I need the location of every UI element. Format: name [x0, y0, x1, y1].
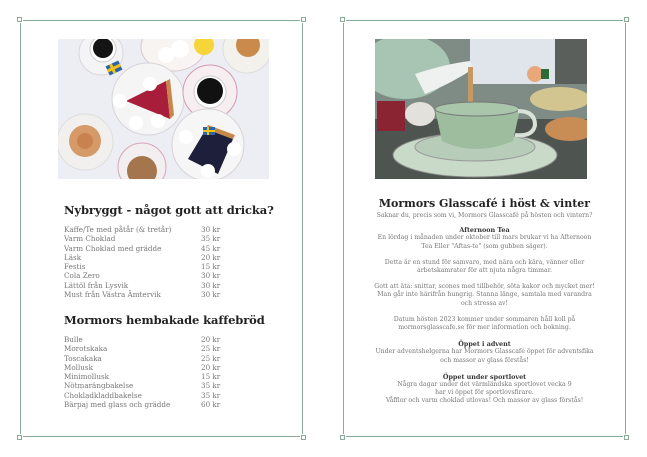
item-price: 30 kr	[201, 225, 221, 234]
item-name: Festis	[64, 262, 86, 272]
item-price: 20 kr	[201, 252, 221, 262]
menu-item	[64, 262, 244, 271]
border-corner-ornament	[300, 17, 306, 23]
item-name: Bärpaj med glass och grädde	[64, 400, 171, 410]
afternoon-tea-date-text: Datum hösten 2023 kommer under sommaren håll koll på mormorsglasscafe.se för mer information och bokning.	[393, 315, 576, 332]
menu-item	[64, 372, 244, 381]
border-corner-ornament	[300, 434, 306, 440]
menu-item	[64, 271, 244, 280]
border-corner-ornament	[623, 17, 629, 23]
border-corner-ornament	[17, 434, 23, 440]
item-price: 35 kr	[201, 234, 221, 244]
sportlov-text: Våfflor och varm choklad utlovas! Och massor av glass förstås!	[385, 397, 584, 405]
afternoon-tea-text: Detta är en stund för samvaro, med nära och kära, vänner eller arbetskamrater för att njuta några timmar.	[384, 258, 585, 275]
item-price: 20 kr	[201, 335, 221, 344]
item-name: Mollusk	[64, 362, 93, 372]
page-title: Mormors Glasscafé i höst & vinter	[378, 197, 591, 210]
menu-item	[64, 281, 244, 290]
item-price: 45 kr	[201, 243, 221, 253]
item-price: 25 kr	[201, 344, 221, 354]
item-price: 35 kr	[201, 390, 221, 400]
section-heading-drinks: Nybryggt - något gott att dricka?	[64, 203, 274, 217]
info-page-right	[343, 20, 626, 437]
item-price: 35 kr	[201, 381, 221, 391]
menu-item	[64, 234, 244, 243]
menu-item	[64, 225, 244, 234]
item-price: 15 kr	[201, 262, 221, 272]
item-name: Must från Västra Ämtervik	[64, 290, 161, 300]
afternoon-tea-text: En lördag i månaden under oktober till mars brukar vi ha Afternoon Tea Eller "Aftas-te" (som gubben säger).	[377, 234, 592, 250]
menu-item	[64, 290, 244, 299]
border-corner-ornament	[17, 17, 23, 23]
item-name: Cola Zero	[64, 271, 100, 281]
intro-text: Saknar du, precis som vi, Mormors Glasscafé på hösten och vintern?	[376, 212, 593, 219]
menu-item	[64, 363, 244, 372]
menu-item	[64, 253, 244, 262]
item-name: Minimollusk	[64, 372, 109, 382]
item-name: Lättöl från Lysvik	[64, 280, 129, 290]
border-corner-ornament	[623, 434, 629, 440]
drinks-menu-list	[64, 225, 244, 299]
advent-text: Under adventshelgerna har Mormors Glasscafé öppet för adventsfika och massor av glass förstås!	[375, 348, 594, 364]
item-name: Varm Choklad	[64, 234, 116, 244]
fika-table-photo	[58, 39, 269, 179]
item-name: Bulle	[64, 335, 83, 344]
menu-item	[64, 391, 244, 400]
item-name: Toscakaka	[64, 353, 102, 363]
menu-item	[64, 335, 244, 344]
item-name: Morotskaka	[64, 344, 108, 354]
menu-item	[64, 381, 244, 390]
item-name: Läsk	[64, 252, 82, 262]
item-name: Nötmarängbakelse	[64, 381, 134, 391]
pastries-menu-list	[64, 335, 244, 409]
item-name: Chokladkladdbakelse	[64, 390, 142, 400]
section-heading-pastries: Mormors hembakade kaffebröd	[64, 313, 265, 327]
afternoon-tea-heading: Afternoon Tea	[459, 226, 510, 235]
item-price: 60 kr	[201, 400, 221, 410]
sportlov-heading: Öppet under sportlovet	[442, 372, 527, 381]
menu-item	[64, 354, 244, 363]
item-price: 30 kr	[201, 290, 221, 300]
advent-heading: Öppet i advent	[458, 340, 511, 349]
menu-item	[64, 344, 244, 353]
sportlov-text: Några dagar under det värmländska sportlovet vecka 9	[397, 381, 572, 389]
sportlov-text: har vi öppet för sportlovsfirare.	[435, 389, 534, 397]
afternoon-tea-photo	[375, 39, 587, 179]
item-price: 15 kr	[201, 372, 221, 382]
item-price: 30 kr	[201, 280, 221, 290]
menu-item	[64, 244, 244, 253]
item-name: Kaffe/Te med påtår (& tretår)	[64, 225, 172, 234]
border-corner-ornament	[340, 434, 346, 440]
item-price: 25 kr	[201, 353, 221, 363]
info-content	[354, 197, 615, 406]
afternoon-tea-text: Gott att äta: snittar, scones med tillbehör, söta kakor och mycket mer! Man går inte härifrån hungrig. Stanna länge, samtala med varandra och stressa av!	[374, 283, 595, 307]
menu-page-left	[20, 20, 303, 437]
fika-photo-illustration	[58, 39, 269, 179]
item-name: Varm Choklad med grädde	[64, 243, 162, 253]
item-price: 20 kr	[201, 362, 221, 372]
item-price: 30 kr	[201, 271, 221, 281]
border-corner-ornament	[340, 17, 346, 23]
tea-photo-illustration	[375, 39, 587, 179]
menu-item	[64, 400, 244, 409]
